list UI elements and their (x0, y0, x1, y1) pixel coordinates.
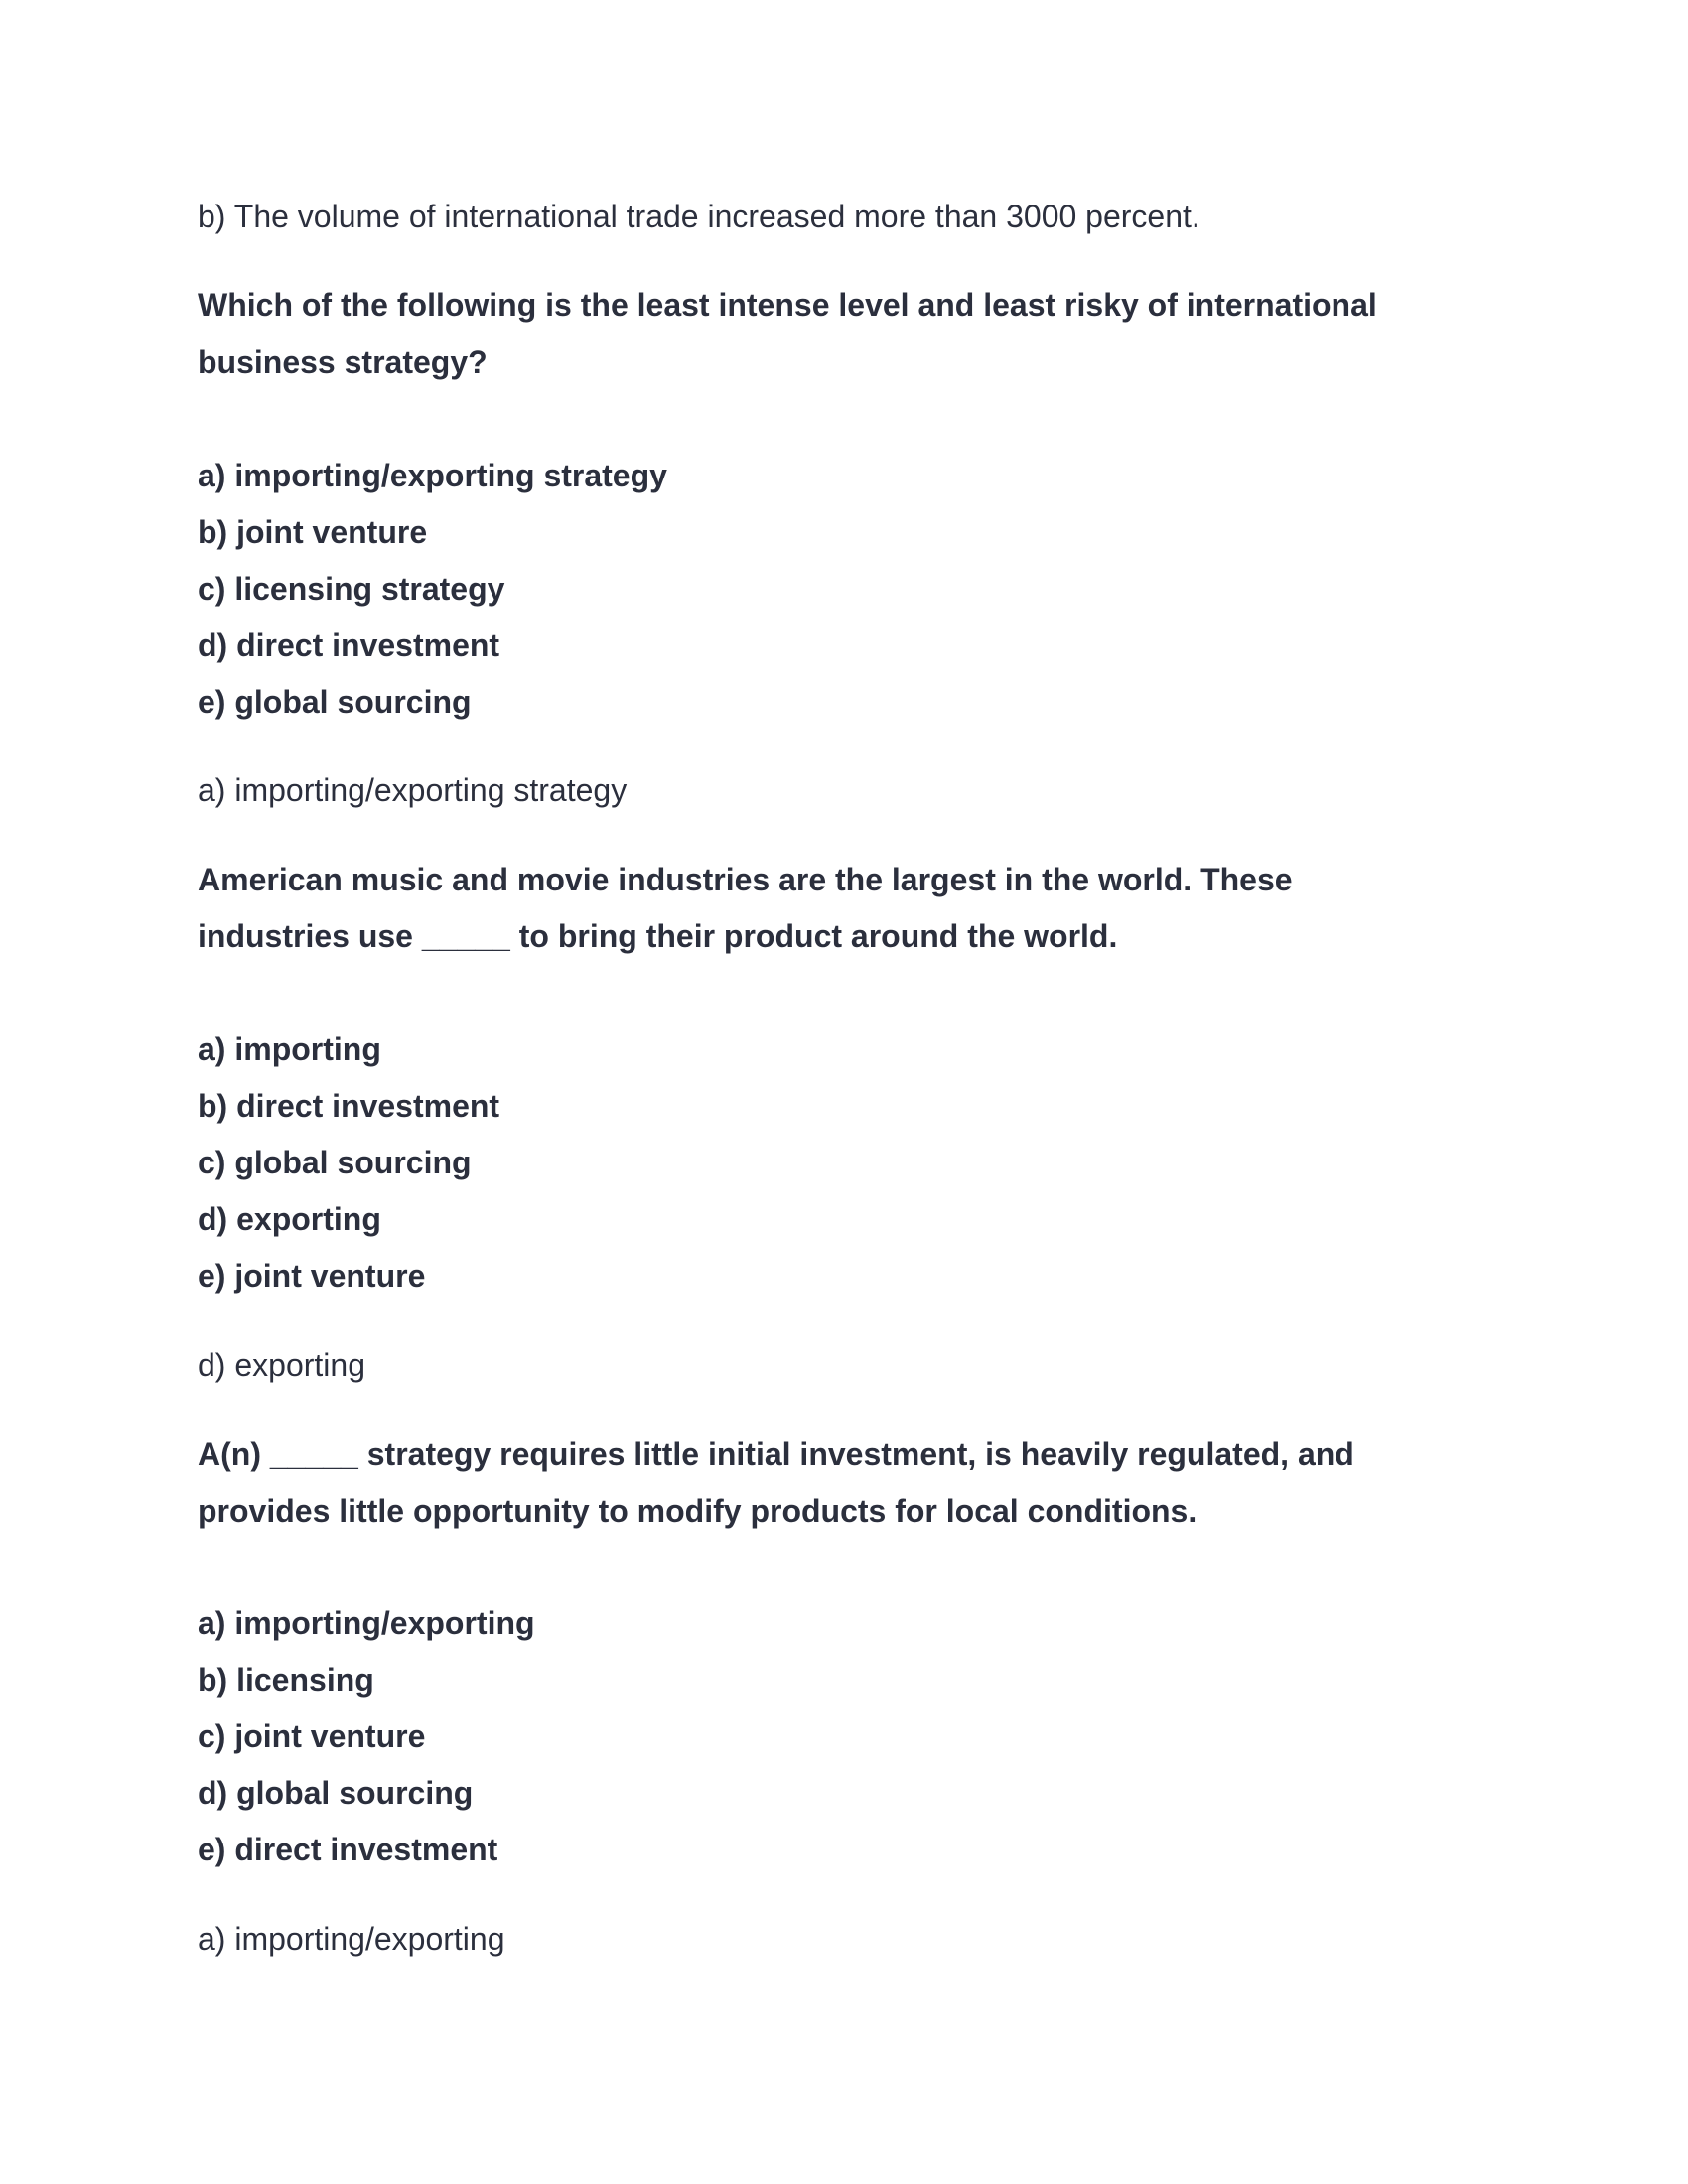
question-2-line-2: industries use _____ to bring their product around the world. (198, 918, 1118, 954)
q1-option-e: e) global sourcing (198, 684, 472, 720)
q3-option-c: c) joint venture (198, 1718, 426, 1754)
q2-option-d: d) exporting (198, 1201, 381, 1237)
question-1-line-1: Which of the following is the least intense level and least risky of international (198, 287, 1377, 323)
q2-option-e: e) joint venture (198, 1258, 426, 1294)
question-1-line-2: business strategy? (198, 344, 488, 380)
q1-option-a: a) importing/exporting strategy (198, 458, 667, 493)
q2-option-a: a) importing (198, 1031, 381, 1067)
q1-option-d: d) direct investment (198, 627, 500, 663)
question-2-line-1: American music and movie industries are the largest in the world. These (198, 862, 1293, 897)
q3-option-e: e) direct investment (198, 1832, 498, 1867)
q3-option-a: a) importing/exporting (198, 1605, 535, 1641)
q3-answer: a) importing/exporting (198, 1921, 505, 1957)
q3-option-b: b) licensing (198, 1662, 374, 1698)
q1-answer: a) importing/exporting strategy (198, 772, 628, 808)
q3-option-d: d) global sourcing (198, 1775, 474, 1811)
question-3-line-1: A(n) _____ strategy requires little initial investment, is heavily regulated, and (198, 1436, 1354, 1472)
q2-option-b: b) direct investment (198, 1088, 500, 1124)
q1-option-c: c) licensing strategy (198, 571, 505, 607)
q1-option-b: b) joint venture (198, 514, 428, 550)
answer-prev: b) The volume of international trade increased more than 3000 percent. (198, 199, 1200, 234)
q2-option-c: c) global sourcing (198, 1145, 472, 1180)
question-3-line-2: provides little opportunity to modify products for local conditions. (198, 1493, 1197, 1529)
q2-answer: d) exporting (198, 1347, 365, 1383)
